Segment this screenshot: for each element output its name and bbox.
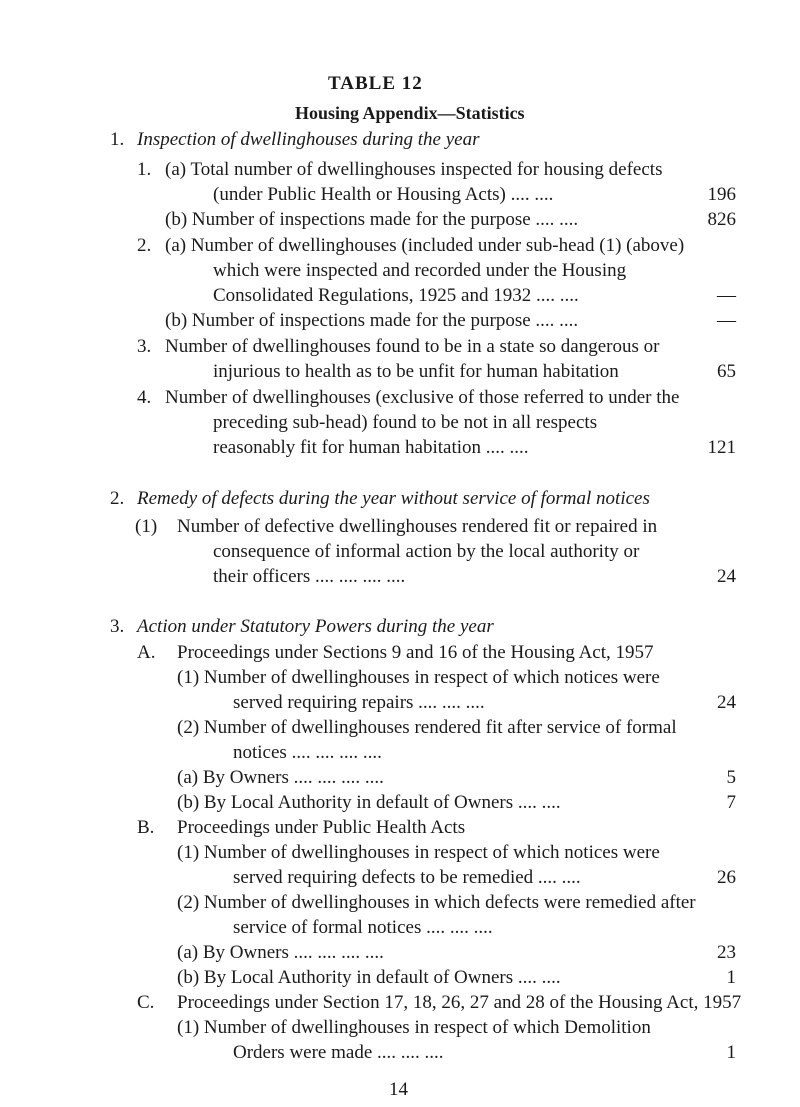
subsection-heading: Proceedings under Public Health Acts [177, 817, 466, 838]
value: 121 [707, 437, 736, 458]
item-text: Orders were made .... .... .... [233, 1042, 444, 1063]
page-number: 14 [389, 1079, 408, 1100]
value: 24 [717, 692, 736, 713]
item-text: which were inspected and recorded under the Housing [213, 260, 627, 281]
value: 1 [726, 1042, 736, 1063]
item-text: (b) Number of inspections made for the purpose .... .... [165, 209, 579, 230]
item-number: 4. [137, 387, 152, 408]
value: 26 [717, 867, 736, 888]
value: 826 [707, 209, 736, 230]
item-text: (b) By Local Authority in default of Owners .... .... [177, 967, 561, 988]
value: 23 [717, 942, 736, 963]
item-text: injurious to health as to be unfit for human habitation [213, 361, 619, 382]
item-text: (b) Number of inspections made for the purpose .... .... [165, 310, 579, 331]
item-text: service of formal notices .... .... .... [233, 917, 493, 938]
item-text: (a) Number of dwellinghouses (included under sub-head (1) (above) [165, 235, 685, 256]
value: — [717, 285, 736, 306]
section-2-number: 2. [110, 488, 125, 509]
item-text: served requiring repairs .... .... .... [233, 692, 485, 713]
value: 65 [717, 361, 736, 382]
value: 1 [726, 967, 736, 988]
item-text: (1) Number of dwellinghouses in respect of which notices were [177, 842, 660, 863]
table-title: TABLE 12 [328, 73, 423, 94]
value: 24 [717, 566, 736, 587]
item-text: preceding sub-head) found to be not in all respects [213, 412, 598, 433]
section-3-heading: Action under Statutory Powers during the year [137, 616, 494, 637]
item-text: reasonably fit for human habitation .... .... [213, 437, 529, 458]
item-text: (a) By Owners .... .... .... .... [177, 942, 384, 963]
item-text: (1) Number of dwellinghouses in respect of which Demolition [177, 1017, 651, 1038]
table-subtitle: Housing Appendix—Statistics [295, 103, 525, 123]
item-number: (1) [135, 516, 158, 537]
item-text: (b) By Local Authority in default of Owners .... .... [177, 792, 561, 813]
section-3-number: 3. [110, 616, 125, 637]
item-text: (a) By Owners .... .... .... .... [177, 767, 384, 788]
item-text: their officers .... .... .... .... [213, 566, 406, 587]
subsection-letter: C. [137, 992, 155, 1013]
item-text: (under Public Health or Housing Acts) .... .... [213, 184, 554, 205]
item-text: (a) Total number of dwellinghouses inspected for housing defects [165, 159, 663, 180]
item-text: served requiring defects to be remedied .... .... [233, 867, 581, 888]
item-text: (2) Number of dwellinghouses rendered fit after service of formal [177, 717, 677, 738]
value: 196 [707, 184, 736, 205]
section-1-number: 1. [110, 129, 125, 150]
item-text: (2) Number of dwellinghouses in which defects were remedied after [177, 892, 696, 913]
item-text: Number of defective dwellinghouses rendered fit or repaired in [177, 516, 658, 537]
item-number: 2. [137, 235, 152, 256]
value: 7 [726, 792, 736, 813]
item-number: 1. [137, 159, 152, 180]
value: — [717, 310, 736, 331]
item-number: 3. [137, 336, 152, 357]
item-text: notices .... .... .... .... [233, 742, 382, 763]
item-text: consequence of informal action by the local authority or [213, 541, 640, 562]
subsection-letter: B. [137, 817, 155, 838]
section-1-heading: Inspection of dwellinghouses during the year [137, 129, 480, 150]
section-2-heading: Remedy of defects during the year without service of formal notices [137, 488, 650, 509]
value: 5 [726, 767, 736, 788]
subsection-heading: Proceedings under Section 17, 18, 26, 27 and 28 of the Housing Act, 1957 [177, 992, 742, 1013]
item-text: Consolidated Regulations, 1925 and 1932 .... .... [213, 285, 579, 306]
subsection-letter: A. [137, 642, 156, 663]
item-text: (1) Number of dwellinghouses in respect of which notices were [177, 667, 660, 688]
item-text: Number of dwellinghouses found to be in a state so dangerous or [165, 336, 660, 357]
subsection-heading: Proceedings under Sections 9 and 16 of the Housing Act, 1957 [177, 642, 654, 663]
item-text: Number of dwellinghouses (exclusive of those referred to under the [165, 387, 680, 408]
